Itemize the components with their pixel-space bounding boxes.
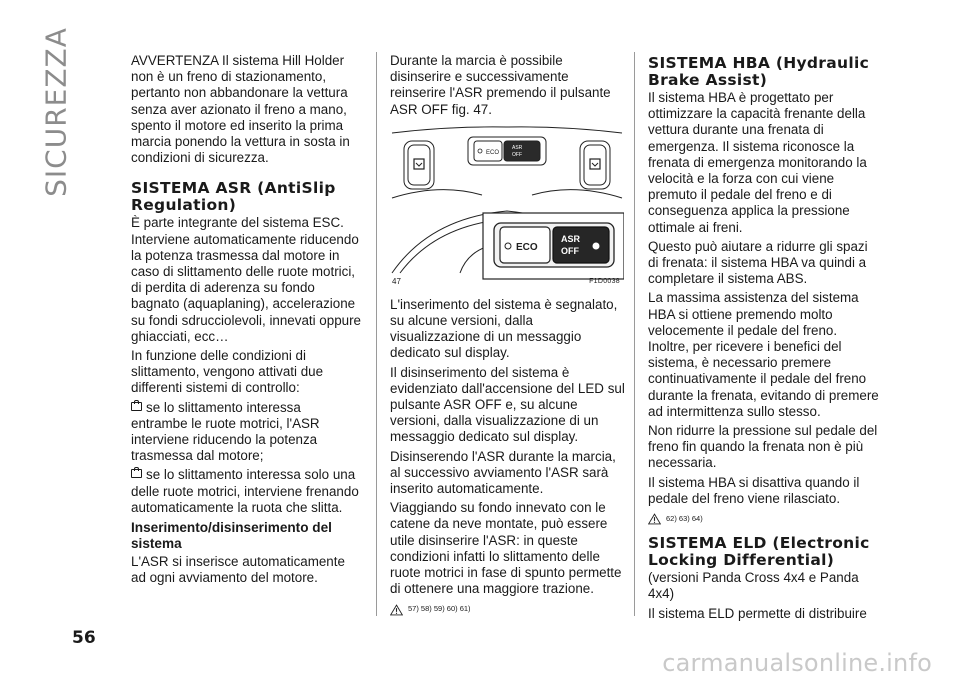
eco-small-label: ECO	[486, 149, 500, 156]
warning-triangle-icon	[390, 604, 403, 616]
hill-holder-warning: AVVERTENZA Il sistema Hill Holder non è un freno di stazionamento, pertanto non abbandonare la vettura senza aver azionato il freno a mano, spento il motore ed inserito la prima marcia ponendo la vettura in sosta in condizioni di sicurezza.	[131, 53, 350, 166]
page-number: 56	[72, 628, 96, 648]
warning-references-2	[648, 511, 880, 527]
asr-label-line1: ASR	[561, 233, 581, 244]
figure-47	[390, 123, 624, 291]
bullet-icon	[131, 469, 142, 478]
asr-label-line2: OFF	[561, 245, 579, 256]
watermark-text: carmanualsonline.info	[662, 649, 932, 677]
asr-small-label-2: OFF	[512, 151, 522, 158]
asr-paragraph-signal: L'inserimento del sistema è segnalato, su alcune versioni, dalla visualizzazione di un messaggio dedicato sul display.	[390, 296, 618, 361]
eld-versions: (versioni Panda Cross 4x4 e Panda 4x4)	[648, 570, 859, 602]
eld-heading: SISTEMA ELD (Electronic Locking Differential)	[648, 534, 870, 569]
bullet-text-1: se lo slittamento interessa entrambe le ruote motrici, l'ASR interviene riducendo la potenza trasmessa dal motore;	[131, 399, 320, 464]
asr-paragraph-2: In funzione delle condizioni di slittamento, vengono attivati due differenti sistemi di controllo:	[131, 348, 324, 396]
hba-paragraph-3: La massima assistenza del sistema HBA si ottiene premendo molto velocemente il pedale del freno. Inoltre, per ricevere i benefici del sistema, è necessario premere continuativamente il pedale del freno durante la frenata, evitando di premere ad intermittenza sullo stesso.	[648, 290, 879, 419]
hba-heading: SISTEMA HBA (Hydraulic Brake Assist)	[648, 54, 870, 89]
asr-paragraph-restart: Disinserendo l'ASR durante la marcia, al successivo avviamento l'ASR sarà inserito automaticamente.	[390, 448, 616, 497]
figure-code: F1D0038	[589, 277, 620, 285]
asr-off-paragraph: Durante la marcia è possibile disinserire e successivamente reinserire l'ASR premendo il pulsante ASR OFF fig. 47.	[390, 53, 611, 117]
column-divider-1	[376, 52, 377, 616]
seat-heater-icon-left	[414, 159, 424, 169]
warning-references-1	[390, 601, 626, 617]
section-tab-label: SICUREZZA	[39, 27, 73, 197]
seat-heater-icon-right	[590, 159, 600, 169]
inserimento-heading: Inserimento/disinserimento del sistema	[131, 520, 332, 552]
eco-label: ECO	[516, 241, 538, 253]
asr-paragraph-snow: Viaggiando su fondo innevato con le catene da neve montate, può essere utile disinserire l'ASR: in queste condizioni infatti lo slittamento delle ruote motrici in fase di spunto permette di ottenere una maggiore trazione.	[390, 500, 622, 597]
column-1	[131, 53, 361, 589]
bullet-item-1	[131, 400, 361, 465]
hba-paragraph-2: Questo può aiutare a ridurre gli spazi di frenata: il sistema HBA va quindi a completare il sistema ABS.	[648, 238, 868, 287]
asr-paragraph-1: È parte integrante del sistema ESC. Interviene automaticamente riducendo la potenza trasmessa dal motore in caso di slittamento delle ruote motrici, di perdita di aderenza su fondo bagnato (aquaplaning), accelerazione su fondi sdrucciolevoli, innevati oppure ghiacciati, ecc…	[131, 215, 362, 344]
warning-triangle-icon	[648, 513, 661, 525]
bullet-text-2: se lo slittamento interessa solo una delle ruote motrici, interviene frenando automaticamente la ruota che slitta.	[131, 467, 359, 515]
warning-refs-text-2: 62) 63) 64)	[666, 514, 703, 524]
asr-small-label-1: ASR	[512, 144, 523, 151]
hba-paragraph-5: Il sistema HBA si disattiva quando il pedale del freno viene rilasciato.	[648, 474, 860, 506]
eld-paragraph-1: Il sistema ELD permette di distribuire	[648, 605, 867, 621]
asr-heading: SISTEMA ASR (AntiSlip Regulation)	[131, 179, 336, 214]
column-divider-2	[634, 52, 635, 616]
column-2	[390, 53, 626, 626]
bullet-icon	[131, 402, 142, 411]
hba-paragraph-4: Non ridurre la pressione sul pedale del freno fin quando la frenata non è più necessaria.	[648, 423, 878, 471]
hba-paragraph-1: Il sistema HBA è progettato per ottimizzare la capacità frenante della vettura durante una frenata di emergenza. Il sistema riconosce la frenata di emergenza monitorando la velocità e la forza con cui viene premuto il pedale del freno e di conseguenza applica la pressione ottimale ai freni.	[648, 90, 867, 235]
warning-refs-text-1: 57) 58) 59) 60) 61)	[408, 604, 471, 614]
bullet-item-2	[131, 467, 361, 516]
asr-paragraph-led: Il disinserimento del sistema è evidenziato dall'accensione del LED sul pulsante ASR OFF e, su alcune versioni, dalla visualizzazione di un messaggio dedicato sul display.	[390, 364, 625, 445]
column-3	[648, 53, 880, 625]
asr-led-icon	[593, 242, 600, 249]
inserimento-paragraph: L'ASR si inserisce automaticamente ad ogni avviamento del motore.	[131, 554, 345, 586]
asr-off-button	[553, 227, 609, 263]
figure-number: 47	[392, 276, 401, 286]
asr-button-illustration	[390, 123, 624, 283]
